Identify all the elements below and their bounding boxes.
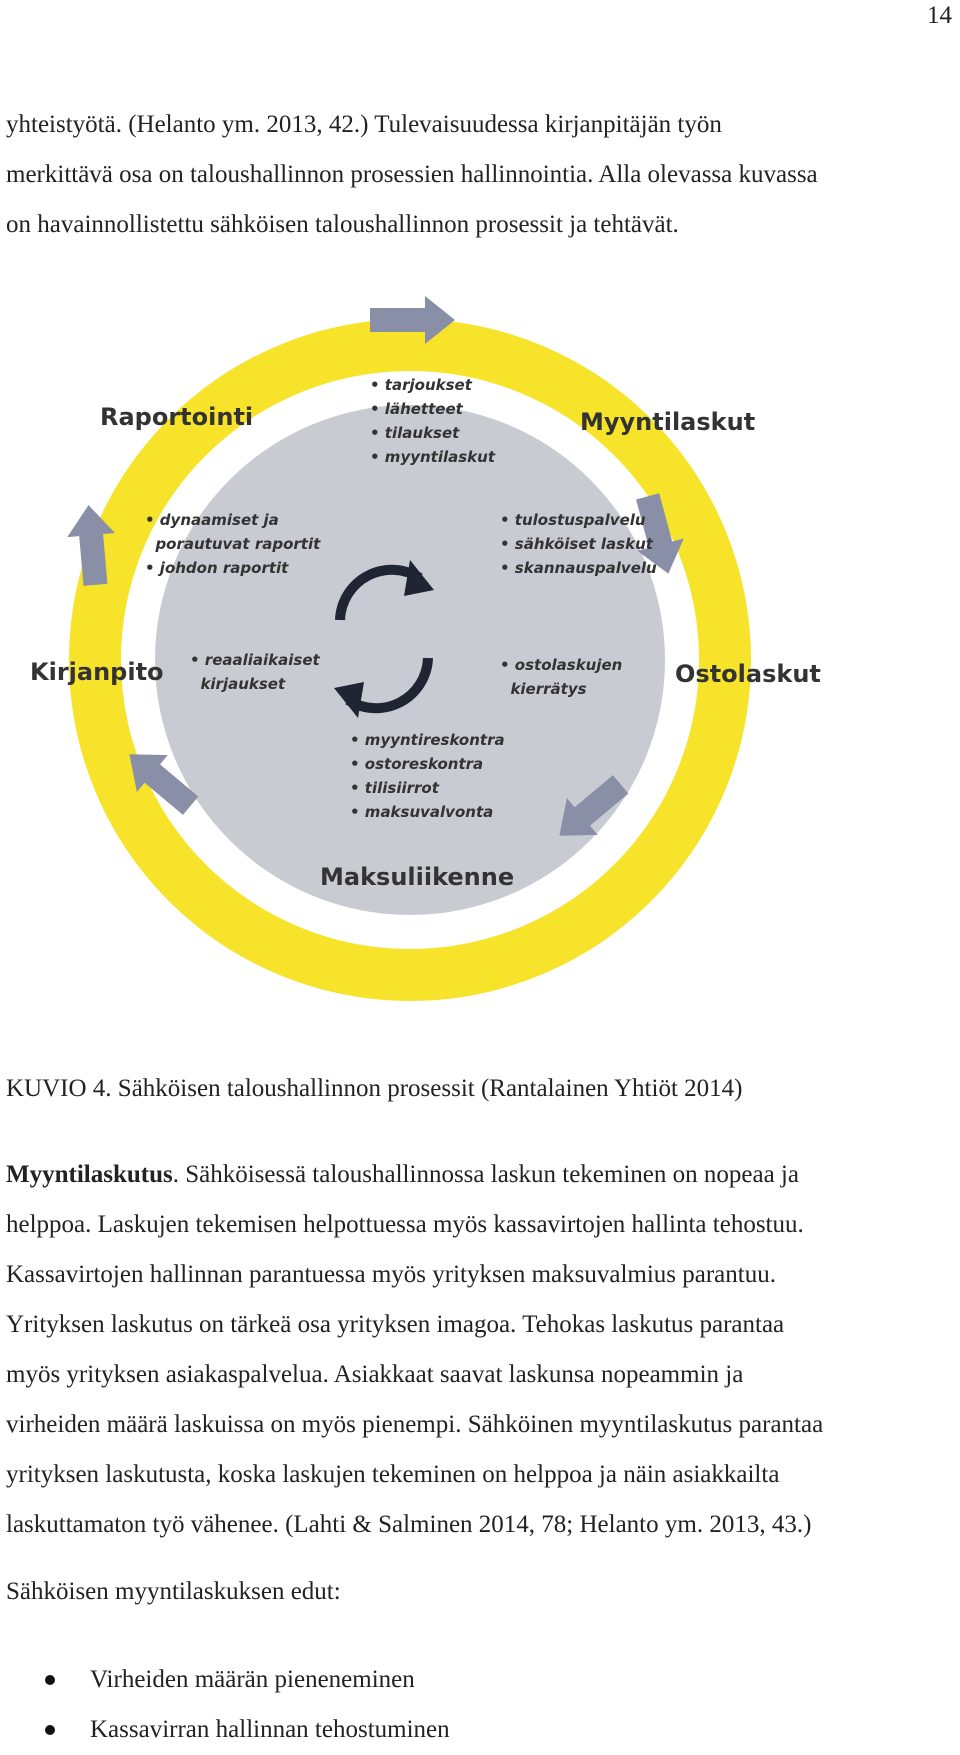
bullet-icon [45, 1725, 55, 1735]
task-item: • myyntilaskut [370, 448, 496, 466]
task-item: • myyntireskontra [350, 731, 505, 749]
task-item: • sähköiset laskut [500, 535, 653, 553]
intro-line: merkittävä osa on taloushallinnon prosessien hallinnointia. Alla olevassa kuvassa [6, 161, 818, 188]
task-group-right-upper [500, 511, 657, 577]
process-cycle-figure [30, 300, 821, 1020]
task-item: kierrätys [500, 680, 587, 698]
list-item [0, 1705, 450, 1755]
body-line: yrityksen laskutusta, koska laskujen tekeminen on helppoa ja näin asiakkailta [6, 1461, 780, 1488]
section-lead-term: Myyntilaskutus [6, 1161, 173, 1188]
body-line: Kassavirtojen hallinnan parantuessa myös yrityksen maksuvalmius parantuu. [6, 1261, 776, 1288]
list-item [0, 1655, 450, 1705]
task-item: • lähetteet [370, 400, 463, 418]
stage-label-maksuliikenne: Maksuliikenne [320, 863, 515, 891]
body-line: laskuttamaton työ vähenee. (Lahti & Salminen 2014, 78; Helanto ym. 2013, 43.) [6, 1511, 812, 1538]
stage-label-myyntilaskut: Myyntilaskut [580, 408, 756, 436]
task-item: • reaaliaikaiset [190, 651, 320, 669]
task-item: • skannauspalvelu [500, 559, 657, 577]
body-line: virheiden määrä laskuissa on myös pienempi. Sähköinen myyntilaskutus parantaa [6, 1411, 824, 1438]
advantages-heading: Sähköisen myyntilaskuksen edut: [6, 1578, 341, 1605]
body-line: myös yrityksen asiakaspalvelua. Asiakkaat saavat laskunsa nopeammin ja [6, 1361, 744, 1388]
task-item: porautuvat raportit [145, 535, 321, 553]
list-item-text: Virheiden määrän pieneneminen [90, 1666, 415, 1693]
task-item: • tulostuspalvelu [500, 511, 646, 529]
advantages-list [0, 1655, 450, 1755]
body-line: . Sähköisessä taloushallinnossa laskun tekeminen on nopeaa ja [172, 1161, 799, 1188]
task-item: • maksuvalvonta [350, 803, 494, 821]
task-item: • ostolaskujen [500, 656, 623, 674]
body-line: Yrityksen laskutus on tärkeä osa yrityksen imagoa. Tehokas laskutus parantaa [6, 1311, 785, 1338]
stage-label-kirjanpito: Kirjanpito [30, 658, 164, 686]
stage-label-raportointi: Raportointi [100, 403, 254, 431]
page-number: 14 [927, 2, 952, 29]
task-item: • tilaukset [370, 424, 460, 442]
task-item: • johdon raportit [145, 559, 289, 577]
body-paragraph [6, 1150, 946, 1550]
task-item: • tarjoukset [370, 376, 472, 394]
stage-label-ostolaskut: Ostolaskut [675, 660, 821, 688]
body-line: helppoa. Laskujen tekemisen helpottuessa myös kassavirtojen hallinta tehostuu. [6, 1211, 804, 1238]
intro-paragraph [6, 100, 946, 250]
task-item: kirjaukset [190, 675, 286, 693]
task-item: • tilisiirrot [350, 779, 439, 797]
list-item-text: Kassavirran hallinnan tehostuminen [90, 1716, 450, 1743]
intro-line: on havainnollistettu sähköisen taloushallinnon prosessit ja tehtävät. [6, 211, 679, 238]
task-item: • dynaamiset ja [145, 511, 279, 529]
intro-line: yhteistyötä. (Helanto ym. 2013, 42.) Tulevaisuudessa kirjanpitäjän työn [6, 111, 722, 138]
figure-caption: KUVIO 4. Sähköisen taloushallinnon prosessit (Rantalainen Yhtiöt 2014) [6, 1075, 743, 1102]
bullet-icon [45, 1675, 55, 1685]
task-item: • ostoreskontra [350, 755, 484, 773]
